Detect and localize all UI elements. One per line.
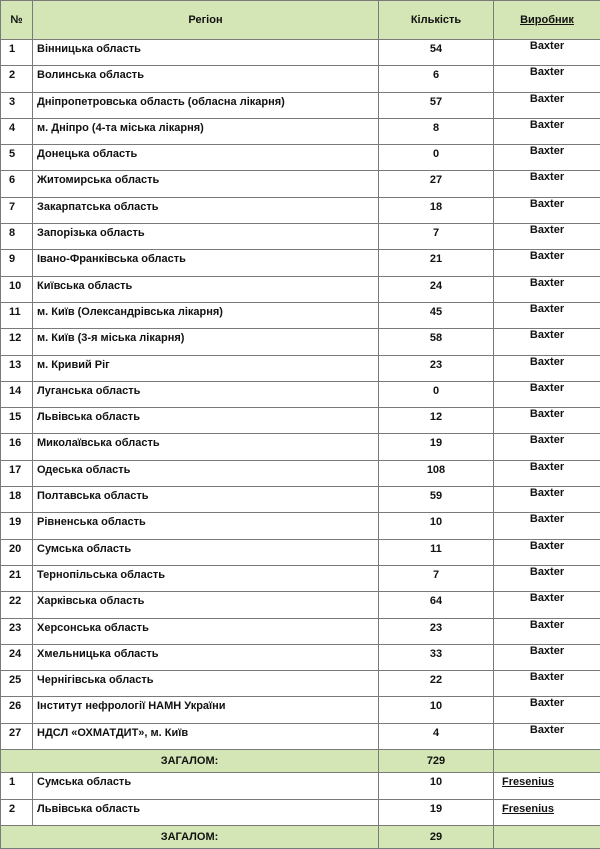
row-manufacturer: Baxter [494, 460, 600, 486]
total-quantity: 29 [379, 825, 494, 848]
table-header-row [1, 1, 600, 40]
row-manufacturer: Baxter [494, 302, 600, 328]
row-number: 13 [1, 355, 33, 381]
total-label: ЗАГАЛОМ: [1, 825, 379, 848]
table-row [1, 302, 600, 328]
table-row [1, 460, 600, 486]
row-manufacturer: Baxter [494, 539, 600, 565]
row-manufacturer: Baxter [494, 723, 600, 749]
row-manufacturer: Baxter [494, 197, 600, 223]
row-quantity: 24 [379, 276, 494, 302]
row-region: Житомирська область [33, 171, 379, 197]
row-manufacturer: Baxter [494, 434, 600, 460]
row-region: Київська область [33, 276, 379, 302]
row-number: 27 [1, 723, 33, 749]
row-number: 24 [1, 644, 33, 670]
table-row [1, 381, 600, 407]
table-row [1, 487, 600, 513]
row-quantity: 8 [379, 118, 494, 144]
row-quantity: 0 [379, 145, 494, 171]
row-region: Інститут нефрології НАМН України [33, 697, 379, 723]
table-row [1, 355, 600, 381]
row-number: 16 [1, 434, 33, 460]
row-number: 7 [1, 197, 33, 223]
total-label: ЗАГАЛОМ: [1, 750, 379, 773]
table-row [1, 40, 600, 66]
table-row [1, 224, 600, 250]
row-region: Івано-Франківська область [33, 250, 379, 276]
row-quantity: 58 [379, 329, 494, 355]
row-manufacturer: Baxter [494, 355, 600, 381]
table-row [1, 118, 600, 144]
row-quantity: 21 [379, 250, 494, 276]
row-quantity: 12 [379, 408, 494, 434]
row-region: Рівненська область [33, 513, 379, 539]
row-manufacturer: Baxter [494, 644, 600, 670]
row-region: Донецька область [33, 145, 379, 171]
row-quantity: 6 [379, 66, 494, 92]
row-number: 4 [1, 118, 33, 144]
row-region: Вінницька область [33, 40, 379, 66]
table-row [1, 145, 600, 171]
table-row [1, 197, 600, 223]
table-row [1, 697, 600, 723]
row-manufacturer: Baxter [494, 513, 600, 539]
table-row [1, 723, 600, 749]
row-quantity: 27 [379, 171, 494, 197]
row-number: 14 [1, 381, 33, 407]
row-manufacturer: Baxter [494, 592, 600, 618]
row-manufacturer: Baxter [494, 66, 600, 92]
row-number: 15 [1, 408, 33, 434]
table-row [1, 513, 600, 539]
table-row [1, 592, 600, 618]
row-manufacturer: Baxter [494, 40, 600, 66]
row-region: НДСЛ «ОХМАТДИТ», м. Київ [33, 723, 379, 749]
table-row [1, 565, 600, 591]
row-number: 19 [1, 513, 33, 539]
row-manufacturer: Baxter [494, 697, 600, 723]
row-number: 23 [1, 618, 33, 644]
row-manufacturer: Baxter [494, 250, 600, 276]
row-manufacturer: Baxter [494, 329, 600, 355]
row-region: Львівська область [33, 408, 379, 434]
row-number: 11 [1, 302, 33, 328]
row-quantity: 59 [379, 487, 494, 513]
row-region: Дніпропетровська область (обласна лікарня) [33, 92, 379, 118]
table-row [1, 408, 600, 434]
fresenius-rows [1, 773, 600, 826]
row-region: м. Київ (3-я міська лікарня) [33, 329, 379, 355]
row-quantity: 7 [379, 224, 494, 250]
table-row [1, 171, 600, 197]
total-row-fresenius [1, 825, 600, 848]
column-header-quantity: Кількість [379, 1, 494, 40]
row-manufacturer: Baxter [494, 487, 600, 513]
row-quantity: 19 [379, 799, 494, 825]
table-row [1, 329, 600, 355]
row-quantity: 10 [379, 513, 494, 539]
row-quantity: 10 [379, 773, 494, 799]
row-quantity: 18 [379, 197, 494, 223]
row-quantity: 10 [379, 697, 494, 723]
row-number: 6 [1, 171, 33, 197]
row-region: Сумська область [33, 773, 379, 799]
row-number: 25 [1, 671, 33, 697]
row-region: Закарпатська область [33, 197, 379, 223]
row-manufacturer: Fresenius [494, 799, 600, 825]
row-region: Полтавська область [33, 487, 379, 513]
total-empty-cell [494, 825, 600, 848]
row-number: 20 [1, 539, 33, 565]
row-number: 21 [1, 565, 33, 591]
table-row [1, 92, 600, 118]
row-quantity: 54 [379, 40, 494, 66]
row-number: 2 [1, 799, 33, 825]
row-number: 26 [1, 697, 33, 723]
row-quantity: 7 [379, 565, 494, 591]
row-manufacturer: Baxter [494, 145, 600, 171]
row-number: 10 [1, 276, 33, 302]
row-region: Луганська область [33, 381, 379, 407]
row-manufacturer: Baxter [494, 618, 600, 644]
row-number: 22 [1, 592, 33, 618]
row-manufacturer: Baxter [494, 224, 600, 250]
row-region: Хмельницька область [33, 644, 379, 670]
row-region: Запорізька область [33, 224, 379, 250]
row-quantity: 57 [379, 92, 494, 118]
row-quantity: 11 [379, 539, 494, 565]
column-header-number: № [1, 1, 33, 40]
total-row-baxter [1, 750, 600, 773]
row-manufacturer: Baxter [494, 381, 600, 407]
row-quantity: 0 [379, 381, 494, 407]
row-manufacturer: Baxter [494, 565, 600, 591]
table-row [1, 276, 600, 302]
row-region: Чернігівська область [33, 671, 379, 697]
row-number: 1 [1, 773, 33, 799]
row-number: 1 [1, 40, 33, 66]
row-number: 3 [1, 92, 33, 118]
row-quantity: 23 [379, 618, 494, 644]
row-quantity: 19 [379, 434, 494, 460]
table-row [1, 618, 600, 644]
table-row [1, 434, 600, 460]
row-number: 9 [1, 250, 33, 276]
row-quantity: 45 [379, 302, 494, 328]
row-region: м. Дніпро (4-та міська лікарня) [33, 118, 379, 144]
row-region: Одеська область [33, 460, 379, 486]
row-region: м. Кривий Ріг [33, 355, 379, 381]
row-manufacturer: Baxter [494, 171, 600, 197]
row-region: Миколаївська область [33, 434, 379, 460]
row-quantity: 22 [379, 671, 494, 697]
row-manufacturer: Baxter [494, 408, 600, 434]
row-quantity: 4 [379, 723, 494, 749]
table-row [1, 66, 600, 92]
total-empty-cell [494, 750, 600, 773]
table-row [1, 671, 600, 697]
table-row [1, 773, 600, 799]
column-header-region: Регіон [33, 1, 379, 40]
row-number: 2 [1, 66, 33, 92]
row-number: 5 [1, 145, 33, 171]
row-region: Львівська область [33, 799, 379, 825]
row-number: 18 [1, 487, 33, 513]
total-quantity: 729 [379, 750, 494, 773]
row-region: м. Київ (Олександрівська лікарня) [33, 302, 379, 328]
row-manufacturer: Baxter [494, 276, 600, 302]
row-quantity: 23 [379, 355, 494, 381]
row-region: Херсонська область [33, 618, 379, 644]
row-manufacturer: Baxter [494, 92, 600, 118]
row-manufacturer: Fresenius [494, 773, 600, 799]
row-quantity: 108 [379, 460, 494, 486]
row-region: Тернопільська область [33, 565, 379, 591]
row-manufacturer: Baxter [494, 671, 600, 697]
row-number: 12 [1, 329, 33, 355]
row-number: 17 [1, 460, 33, 486]
baxter-rows [1, 40, 600, 750]
table-row [1, 250, 600, 276]
row-region: Волинська область [33, 66, 379, 92]
table-row [1, 799, 600, 825]
row-quantity: 33 [379, 644, 494, 670]
table-row [1, 644, 600, 670]
row-manufacturer: Baxter [494, 118, 600, 144]
row-region: Харківська область [33, 592, 379, 618]
table-row [1, 539, 600, 565]
row-number: 8 [1, 224, 33, 250]
row-quantity: 64 [379, 592, 494, 618]
column-header-manufacturer: Виробник [494, 1, 600, 40]
row-region: Сумська область [33, 539, 379, 565]
